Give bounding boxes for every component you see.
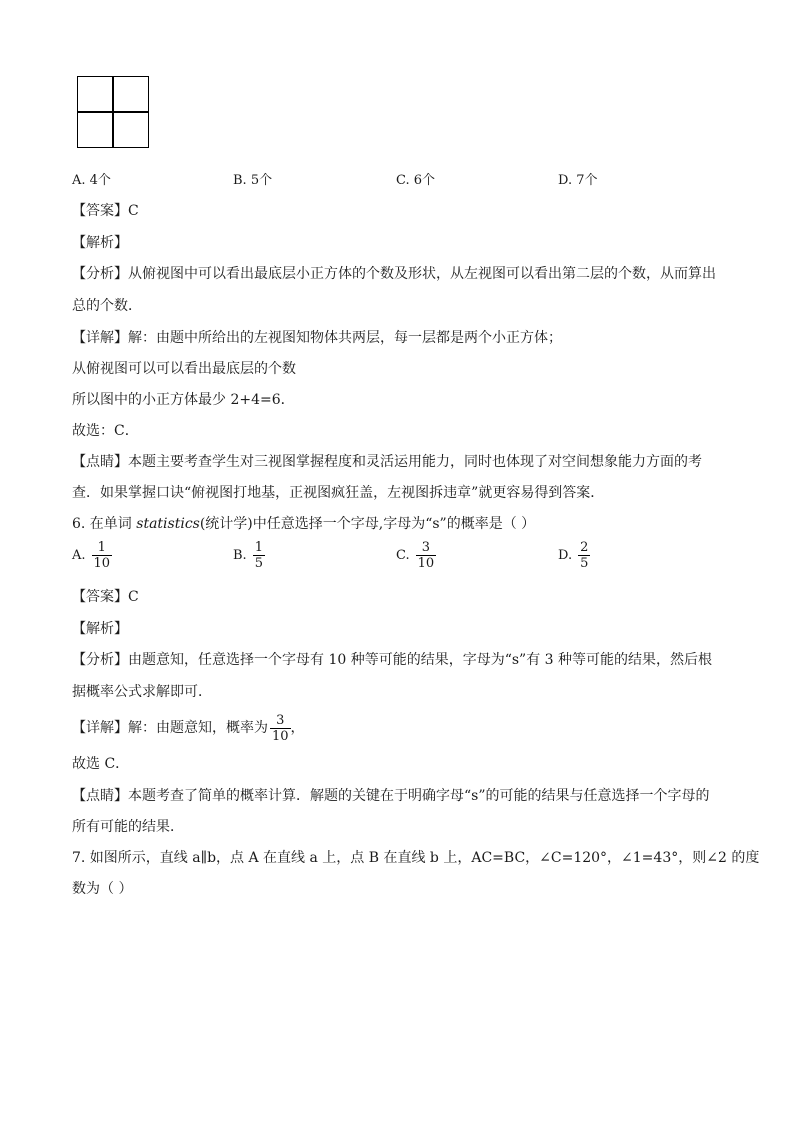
q6-option-a-fraction: [92, 540, 113, 571]
q5-fenxi-line-2: 总的个数．: [72, 298, 142, 314]
q6-option-d-fraction: [578, 540, 590, 571]
fraction-numerator: 3: [276, 712, 285, 728]
q6-stem-word: statistics: [136, 516, 200, 532]
q6-xiangjie-fraction: [270, 713, 291, 744]
q7-stem-line-2: 数为（ ）: [72, 881, 133, 897]
q6-answer: 【答案】C: [72, 589, 139, 605]
q5-option-d: D. 7个: [558, 173, 598, 188]
q6-option-d-letter: D.: [558, 548, 573, 563]
q6-option-a: [72, 540, 112, 571]
q6-xiangjie-end: ，: [290, 720, 305, 736]
fraction-denominator: 5: [254, 556, 263, 571]
q5-xiangjie-line-2: 从俯视图可以可以看出最底层的个数: [72, 361, 296, 377]
q6-stem: [72, 514, 535, 534]
fraction-denominator: 5: [580, 556, 589, 571]
fraction-numerator: 1: [254, 540, 263, 555]
q6-option-b-letter: B.: [233, 548, 247, 563]
q5-option-a: A. 4个: [72, 173, 111, 188]
fraction-denominator: 10: [93, 556, 111, 571]
q5-answer: 【答案】C: [72, 203, 139, 219]
fraction-denominator: 10: [417, 556, 435, 571]
top-view-grid-figure: [77, 76, 149, 148]
grid-horizontal-divider: [78, 111, 148, 113]
q5-option-b: B. 5个: [233, 173, 273, 188]
q6-option-c-letter: C.: [396, 548, 410, 563]
q6-xiangjie: [72, 708, 305, 748]
q6-dianjing-line-2: 所有可能的结果．: [72, 819, 184, 835]
q5-analysis-title: 【解析】: [72, 235, 128, 251]
fraction-numerator: 2: [580, 540, 589, 555]
q6-fenxi-line-2: 据概率公式求解即可．: [72, 684, 212, 700]
q6-stem-prefix: 6. 在单词: [72, 516, 137, 532]
q6-option-b: [233, 540, 265, 571]
q5-dianjing-line-2: 查．如果掌握口诀“俯视图打地基，正视图疯狂盖，左视图拆违章”就更容易得到答案．: [72, 485, 605, 501]
q6-analysis-title: 【解析】: [72, 621, 128, 637]
q6-option-b-fraction: [253, 540, 265, 571]
q6-option-d: [558, 540, 590, 571]
q6-dianjing-line-1: 【点睛】本题考查了简单的概率计算．解题的关键在于明确字母“s”的可能的结果与任意选择一个字母的: [72, 788, 710, 804]
fraction-numerator: 1: [97, 540, 106, 555]
q5-xiangjie-line-3: 所以图中的小正方体最少 2+4=6．: [72, 392, 295, 408]
q6-fenxi-line-1: 【分析】由题意知，任意选择一个字母有 10 种等可能的结果，字母为“s”有 3 种等可能的结果，然后根: [72, 652, 713, 668]
fraction-denominator: 10: [272, 728, 289, 744]
q5-dianjing-line-1: 【点睛】本题主要考查学生对三视图掌握程度和灵活运用能力，同时也体现了对空间想象能力方面的考: [72, 454, 702, 470]
fraction-numerator: 3: [421, 540, 431, 555]
q6-option-c-fraction: [416, 540, 437, 571]
q5-fenxi-line-1: 【分析】从俯视图中可以看出最底层小正方体的个数及形状，从左视图可以看出第二层的个数，从而算出: [72, 266, 716, 282]
q6-option-c: [396, 540, 436, 571]
q6-option-a-letter: A.: [72, 548, 86, 563]
q5-option-c: C. 6个: [396, 173, 436, 188]
q6-choose: 故选 C．: [72, 756, 130, 772]
q6-xiangjie-text: 【详解】解：由题意知，概率为: [72, 720, 268, 736]
q5-xiangjie-line-1: 【详解】解：由题中所给出的左视图知物体共两层，每一层都是两个小正方体；: [72, 330, 562, 346]
q6-stem-suffix: (统计学)中任意选择一个字母,字母为“s”的概率是（ ）: [199, 516, 536, 532]
q5-choose: 故选：C．: [72, 423, 139, 439]
q7-stem-line-1: 7. 如图所示，直线 a∥b，点 A 在直线 a 上，点 B 在直线 b 上，AC=BC，∠C=120°，∠1=43°，则∠2 的度: [72, 850, 760, 866]
